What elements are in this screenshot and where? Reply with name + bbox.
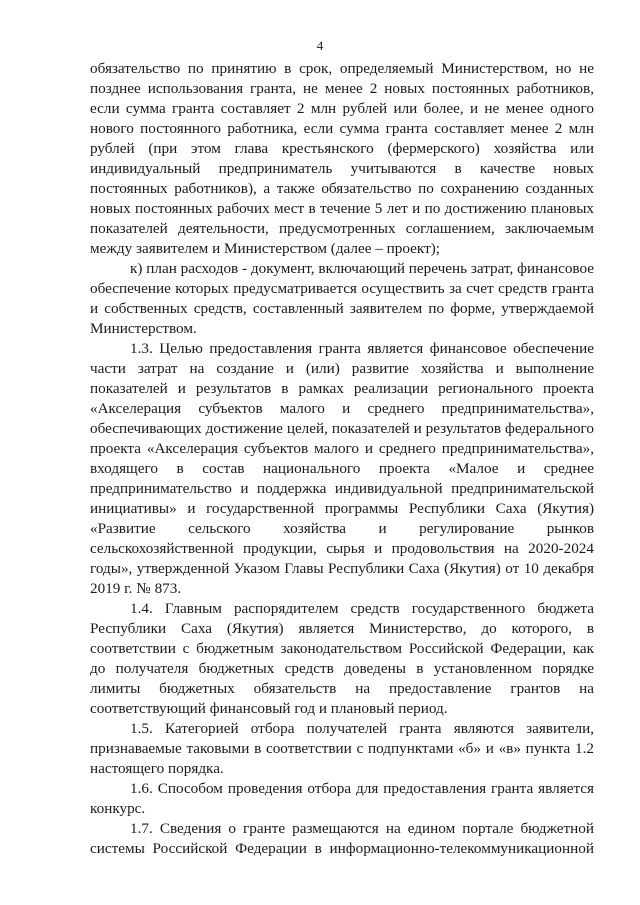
paragraph-expense-plan: к) план расходов - документ, включающий перечень затрат, финансовое обеспечение которых предусматривается осуществить за счет средств гранта и собственных средств, составленный заявителем по форме, утверждаемой Министерством. <box>90 260 594 337</box>
paragraph-1-5-selection-category: 1.5. Категорией отбора получателей гранта являются заявители, признаваемые таковыми в соответствии с подпунктами «б» и «в» пункта 1.2 настоящего порядка. <box>90 720 594 777</box>
paragraph-obligation-continuation: обязательство по принятию в срок, определяемый Министерством, но не позднее использования гранта, не менее 2 новых постоянных работников, если сумма гранта составляет 2 млн рублей или более, и не менее одного нового постоянного работника, если сумма гранта составляет менее 2 млн рублей (при этом глава крестьянского (фермерского) хозяйства или индивидуальный предприниматель учитываются в качестве новых постоянных работников), а также обязательство по сохранению созданных новых постоянных рабочих мест в течение 5 лет и по достижению плановых показателей деятельности, предусмотренных соглашением, заключаемым между заявителем и Министерством (далее – проект); <box>90 60 594 257</box>
paragraph-1-7-grant-info: 1.7. Сведения о гранте размещаются на едином портале бюджетной системы Российской Федерации в информационно-телекоммуникационной <box>90 820 594 857</box>
document-body <box>90 59 594 859</box>
paragraph-1-3-purpose: 1.3. Целью предоставления гранта является финансовое обеспечение части затрат на создание и (или) развитие хозяйства и выполнение показателей и результатов в рамках реализации регионального проекта «Акселерация субъектов малого и среднего предпринимательства», обеспечивающих достижение целей, показателей и результатов федерального проекта «Акселерация субъектов малого и среднего предпринимательства», входящего в состав национального проекта «Малое и среднее предпринимательство и поддержка индивидуальной предпринимательской инициативы» и государственной программы Республики Саха (Якутия) «Развитие сельского хозяйства и регулирование рынков сельскохозяйственной продукции, сырья и продовольствия на 2020-2024 годы», утвержденной Указом Главы Республики Саха (Якутия) от 10 декабря 2019 г. № 873. <box>90 340 594 597</box>
page-number: 4 <box>316 38 324 53</box>
paragraph-1-6-selection-method: 1.6. Способом проведения отбора для предоставления гранта является конкурс. <box>90 780 594 817</box>
paragraph-1-4-chief-administrator: 1.4. Главным распорядителем средств государственного бюджета Республики Саха (Якутия) является Министерство, до которого, в соответствии с бюджетным законодательством Российской Федерации, как до получателя бюджетных средств доведены в установленном порядке лимиты бюджетных обязательств на предоставление грантов на соответствующий финансовый год и плановый период. <box>90 600 594 717</box>
